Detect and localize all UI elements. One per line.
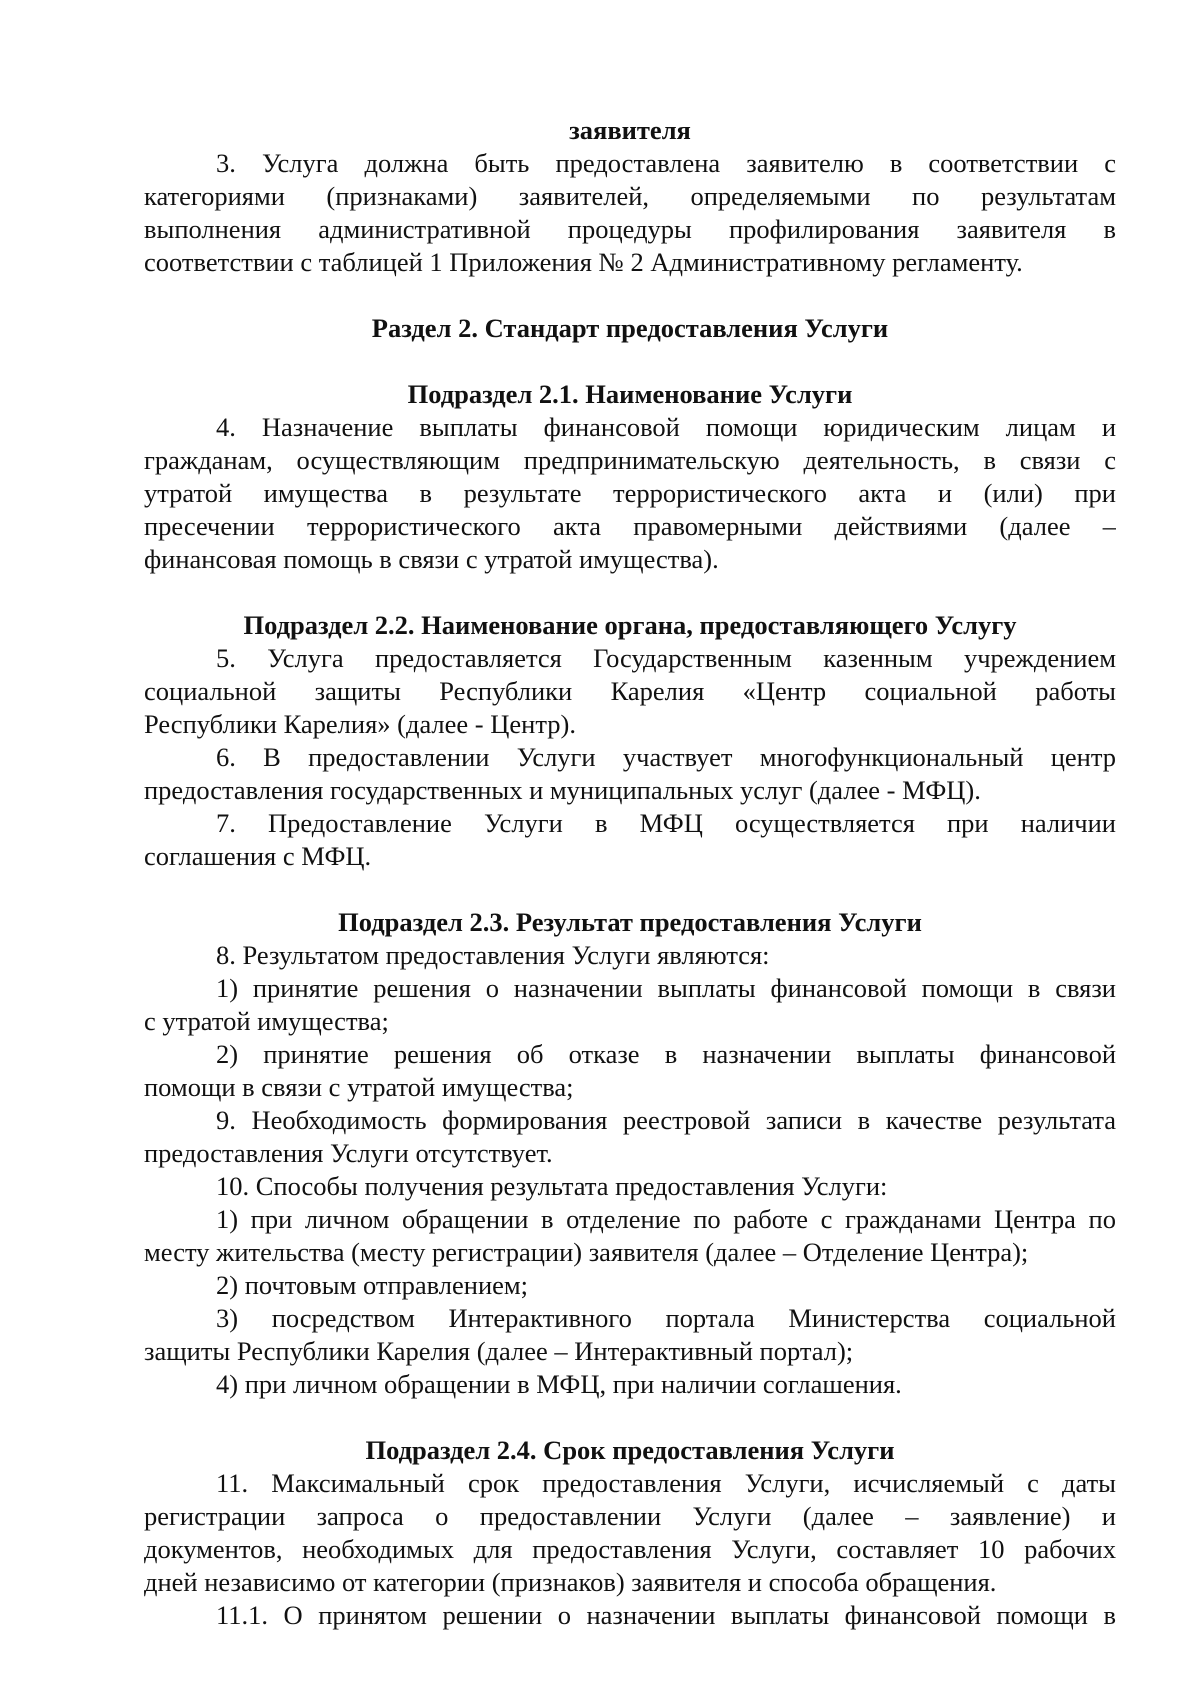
paragraph-line: 4. Назначение выплаты финансовой помощи юридическим лицам и <box>216 412 1116 442</box>
paragraph-line-end: дней независимо от категории (признаков) заявителя и способа обращения. <box>144 1567 997 1597</box>
paragraph-line: регистрации запроса о предоставлении Услуги (далее – заявление) и <box>144 1501 1116 1531</box>
paragraph-line: 3. Услуга должна быть предоставлена заявителю в соответствии с <box>216 148 1116 178</box>
document-body <box>144 114 1116 1632</box>
paragraph-line: категориями (признаками) заявителей, определяемыми по результатам <box>144 181 1116 211</box>
paragraph-spacer <box>144 873 1116 906</box>
paragraph-spacer <box>144 345 1116 378</box>
paragraph-line-end: 2) почтовым отправлением; <box>216 1270 529 1300</box>
paragraph-line: документов, необходимых для предоставления Услуги, составляет 10 рабочих <box>144 1534 1116 1564</box>
paragraph-line-end: 8. Результатом предоставления Услуги являются: <box>216 940 770 970</box>
paragraph-line-end: предоставления государственных и муниципальных услуг (далее - МФЦ). <box>144 775 981 805</box>
paragraph-line: выполнения административной процедуры профилирования заявителя в <box>144 214 1116 244</box>
paragraph-line-end: соответствии с таблицей 1 Приложения № 2 Административному регламенту. <box>144 247 1023 277</box>
paragraph-line-end: 4) при личном обращении в МФЦ, при наличии соглашения. <box>216 1369 902 1399</box>
section-heading: заявителя <box>569 115 691 145</box>
paragraph-line-end: защиты Республики Карелия (далее – Интерактивный портал); <box>144 1336 854 1366</box>
paragraph-line-end: финансовая помощь в связи с утратой имущества). <box>144 544 719 574</box>
paragraph-line: 1) при личном обращении в отделение по работе с гражданами Центра по <box>216 1204 1116 1234</box>
paragraph-line-end: помощи в связи с утратой имущества; <box>144 1072 574 1102</box>
paragraph-line: 3) посредством Интерактивного портала Министерства социальной <box>216 1303 1116 1333</box>
paragraph-line: гражданам, осуществляющим предпринимательскую деятельность, в связи с <box>144 445 1116 475</box>
paragraph-line: 1) принятие решения о назначении выплаты финансовой помощи в связи <box>216 973 1116 1003</box>
paragraph-spacer <box>144 279 1116 312</box>
paragraph-line-end: с утратой имущества; <box>144 1006 389 1036</box>
paragraph-line-end: 10. Способы получения результата предоставления Услуги: <box>216 1171 888 1201</box>
paragraph-spacer <box>144 1401 1116 1434</box>
paragraph-line: 2) принятие решения об отказе в назначении выплаты финансовой <box>216 1039 1116 1069</box>
paragraph-line: 9. Необходимость формирования реестровой записи в качестве результата <box>216 1105 1116 1135</box>
paragraph-line: социальной защиты Республики Карелия «Центр социальной работы <box>144 676 1116 706</box>
section-heading: Подраздел 2.4. Срок предоставления Услуги <box>365 1435 895 1465</box>
paragraph-line: 7. Предоставление Услуги в МФЦ осуществляется при наличии <box>216 808 1116 838</box>
paragraph-line: 11. Максимальный срок предоставления Услуги, исчисляемый с даты <box>216 1468 1116 1498</box>
paragraph-line: пресечении террористического акта правомерными действиями (далее – <box>144 511 1116 541</box>
section-heading: Подраздел 2.2. Наименование органа, предоставляющего Услугу <box>243 610 1017 640</box>
paragraph-line: 11.1. О принятом решении о назначении выплаты финансовой помощи в <box>216 1600 1116 1630</box>
paragraph-line: утратой имущества в результате террористического акта и (или) при <box>144 478 1116 508</box>
paragraph-line-end: соглашения с МФЦ. <box>144 841 372 871</box>
section-heading: Подраздел 2.3. Результат предоставления Услуги <box>338 907 922 937</box>
paragraph-line: 6. В предоставлении Услуги участвует многофункциональный центр <box>216 742 1116 772</box>
section-heading: Раздел 2. Стандарт предоставления Услуги <box>371 313 889 343</box>
section-heading: Подраздел 2.1. Наименование Услуги <box>407 379 853 409</box>
paragraph-line: 5. Услуга предоставляется Государственным казенным учреждением <box>216 643 1116 673</box>
paragraph-line-end: предоставления Услуги отсутствует. <box>144 1138 553 1168</box>
paragraph-spacer <box>144 576 1116 609</box>
paragraph-line-end: Республики Карелия» (далее - Центр). <box>144 709 576 739</box>
paragraph-line-end: месту жительства (месту регистрации) заявителя (далее – Отделение Центра); <box>144 1237 1029 1267</box>
